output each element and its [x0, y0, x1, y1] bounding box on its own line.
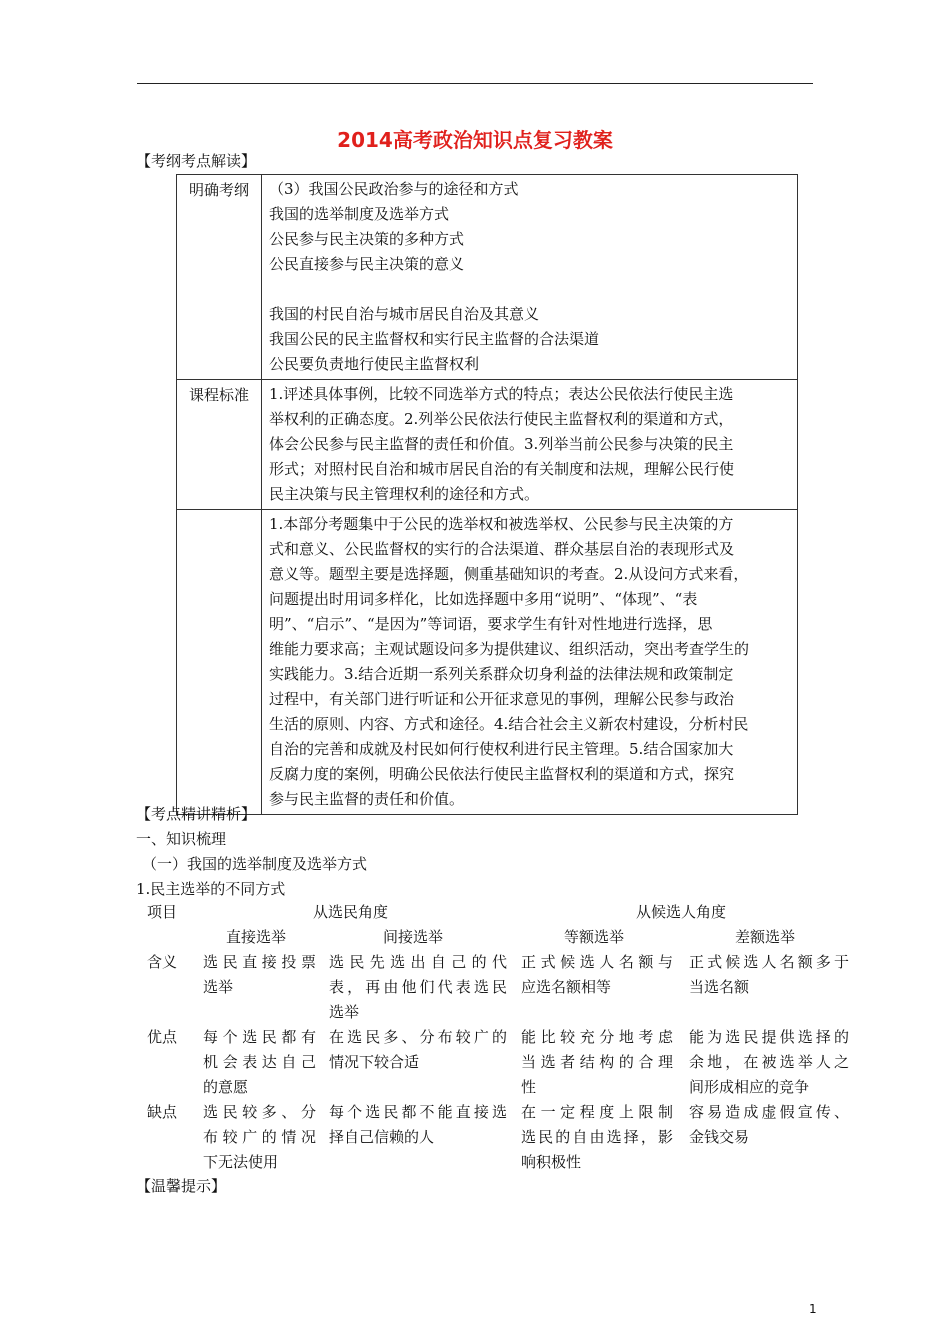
compare-cell-line: 在一定程度上限制: [521, 1103, 673, 1121]
section-label-syllabus: 【考纲考点解读】: [136, 152, 257, 170]
content-line: 1.本部分考题集中于公民的选举权和被选举权、公民参与民主决策的方: [269, 515, 734, 533]
heading-knowledge: 一、知识梳理: [136, 830, 227, 848]
compare-cell-line: 选民的自由选择，影: [521, 1128, 673, 1146]
compare-cell-line: 情况下较合适: [329, 1053, 420, 1071]
compare-cell-line: 选民先选出自己的代: [329, 953, 507, 971]
compare-row-label: 优点: [147, 1028, 178, 1046]
compare-cell-line: 正式候选人名额与: [521, 953, 673, 971]
section-label-analysis: 【考点精讲精析】: [136, 805, 257, 823]
compare-cell-line: 选举: [203, 978, 234, 996]
heading-election-system: （一）我国的选举制度及选举方式: [142, 855, 368, 873]
content-line: 问题提出时用词多样化，比如选择题中多用“说明”、“体现”、“表: [269, 590, 698, 608]
section-label-tips: 【温馨提示】: [136, 1177, 227, 1195]
table-row: [177, 380, 798, 510]
compare-cell-line: 选民较多、分: [203, 1103, 316, 1121]
content-line: 我国的村民自治与城市居民自治及其意义: [269, 305, 540, 323]
table-row: [177, 175, 798, 380]
row-label: 课程标准: [177, 380, 262, 510]
content-line: 式和意义、公民监督权的实行的合法渠道、群众基层自治的表现形式及: [269, 540, 735, 558]
content-line: 意义等。题型主要是选择题，侧重基础知识的考查。2.从设问方式来看，: [269, 565, 749, 583]
content-line: 公民参与民主决策的多种方式: [269, 230, 465, 248]
content-line: 明”、“启示”、“是因为”等词语，要求学生有针对性地进行选择，思: [269, 615, 713, 633]
content-line: 生活的原则、内容、方式和途径。4.结合社会主义新农村建设，分析村民: [269, 715, 749, 733]
compare-row-label: 缺点: [147, 1103, 178, 1121]
row-label: 明确考纲: [177, 175, 262, 380]
compare-cell-line: 的意愿: [203, 1078, 249, 1096]
content-line: 民主决策与民主管理权利的途径和方式。: [269, 485, 540, 503]
content-line: 公民要负责地行使民主监督权利: [269, 355, 480, 373]
content-line: 维能力要求高；主观试题设问多为提供建议、组织活动，突出考查学生的: [269, 640, 750, 658]
compare-cell-line: 择自己信赖的人: [329, 1128, 435, 1146]
compare-col-direct: 直接选举: [226, 928, 287, 946]
content-line: 反腐力度的案例，明确公民依法行使民主监督权利的渠道和方式，探究: [269, 765, 735, 783]
compare-row-label: 含义: [147, 953, 178, 971]
compare-cell-line: 能比较充分地考虑: [521, 1028, 673, 1046]
content-line: （3）我国公民政治参与的途径和方式: [269, 180, 519, 198]
row-content: [262, 175, 798, 380]
compare-cell-line: 在选民多、分布较广的: [329, 1028, 507, 1046]
compare-cell-line: 选民直接投票: [203, 953, 316, 971]
compare-cell-line: 当选名额: [689, 978, 750, 996]
compare-cell-line: 表，再由他们代表选民: [329, 978, 507, 996]
compare-group-voter: 从选民角度: [313, 903, 389, 921]
compare-cell-line: 正式候选人名额多于: [689, 953, 849, 971]
row-content: [262, 510, 798, 815]
compare-cell-line: 性: [521, 1078, 537, 1096]
content-line: 我国公民的民主监督权和实行民主监督的合法渠道: [269, 330, 600, 348]
compare-cell-line: 余地，在被选举人之: [689, 1053, 849, 1071]
header-rule: [137, 83, 813, 84]
compare-cell-line: 应选名额相等: [521, 978, 612, 996]
compare-cell-line: 容易造成虚假宣传、: [689, 1103, 849, 1121]
compare-cell-line: 下无法使用: [203, 1153, 279, 1171]
compare-cell-line: 间形成相应的竞争: [689, 1078, 810, 1096]
compare-col-equal: 等额选举: [564, 928, 625, 946]
content-line: 体会公民参与民主监督的责任和价值。3.列举当前公民参与决策的民主: [269, 435, 734, 453]
compare-cell-line: 金钱交易: [689, 1128, 750, 1146]
table-row: [177, 510, 798, 815]
content-line: 自治的完善和成就及村民如何行使权利进行民主管理。5.结合国家加大: [269, 740, 734, 758]
content-line: 形式；对照村民自治和城市居民自治的有关制度和法规，理解公民行使: [269, 460, 735, 478]
compare-cell-line: 响积极性: [521, 1153, 582, 1171]
compare-col-competitive: 差额选举: [735, 928, 796, 946]
compare-cell-line: 布较广的情况: [203, 1128, 316, 1146]
document-title: 2014高考政治知识点复习教案: [337, 128, 613, 152]
compare-cell-line: 每个选民都不能直接选: [329, 1103, 507, 1121]
row-label: [177, 510, 262, 815]
content-line: 实践能力。3.结合近期一系列关系群众切身利益的法律法规和政策制定: [269, 665, 734, 683]
page-number: 1: [809, 1302, 817, 1316]
compare-item-label: 项目: [147, 903, 178, 921]
compare-col-indirect: 间接选举: [383, 928, 444, 946]
compare-cell-line: 每个选民都有: [203, 1028, 316, 1046]
syllabus-table: [176, 174, 798, 815]
content-line: 我国的选举制度及选举方式: [269, 205, 450, 223]
compare-cell-line: 当选者结构的合理: [521, 1053, 673, 1071]
compare-cell-line: 选举: [329, 1003, 360, 1021]
content-line: 1.评述具体事例，比较不同选举方式的特点；表达公民依法行使民主选: [269, 385, 734, 403]
content-line: 举权利的正确态度。2.列举公民依法行使民主监督权利的渠道和方式，: [269, 410, 734, 428]
row-content: [262, 380, 798, 510]
compare-group-candidate: 从候选人角度: [636, 903, 727, 921]
content-line: 过程中，有关部门进行听证和公开征求意见的事例，理解公民参与政治: [269, 690, 735, 708]
content-line: [269, 277, 788, 302]
compare-cell-line: 能为选民提供选择的: [689, 1028, 849, 1046]
content-line: 参与民主监督的责任和价值。: [269, 790, 465, 808]
content-line: 公民直接参与民主决策的意义: [269, 255, 465, 273]
heading-election-methods: 1.民主选举的不同方式: [136, 880, 286, 898]
compare-cell-line: 机会表达自己: [203, 1053, 316, 1071]
